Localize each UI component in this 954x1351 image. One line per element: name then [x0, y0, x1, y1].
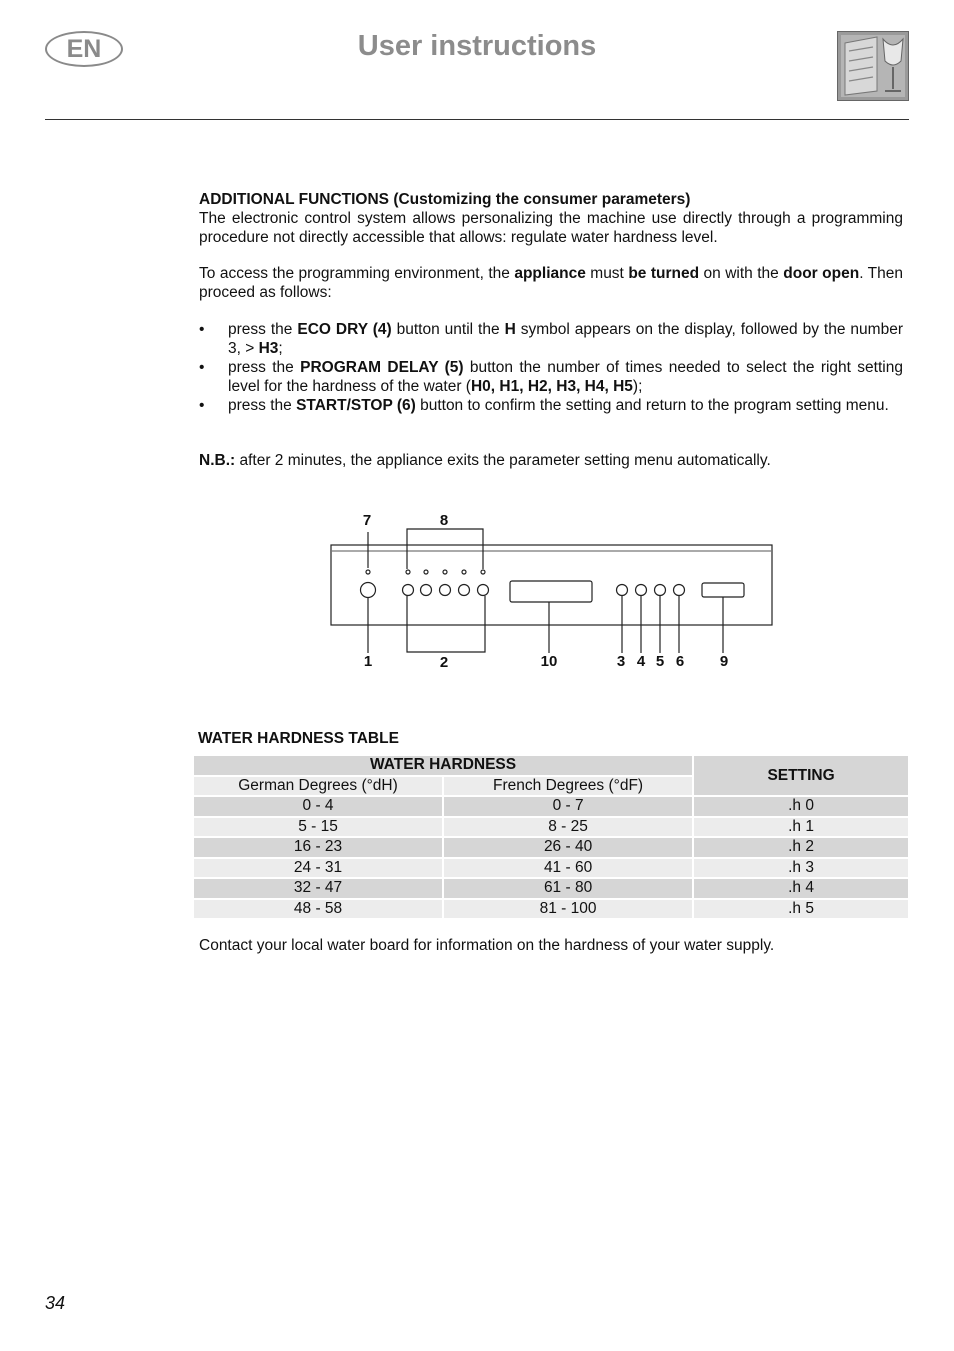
list-item: • press the ECO DRY (4) button until the H symbol appears on the display, followed by the number 3, > H3; [199, 320, 903, 358]
callout-1: 1 [363, 653, 373, 670]
callout-2: 2 [439, 654, 449, 671]
table-group-header: WATER HARDNESS [194, 756, 692, 775]
led-indicator [481, 570, 485, 574]
led-indicator [443, 570, 447, 574]
callout-4: 4 [636, 653, 646, 670]
procedure-steps [199, 320, 903, 415]
water-hardness-table [192, 754, 910, 920]
led-indicator [366, 570, 370, 574]
function-button [636, 585, 647, 596]
table-cell: 16 - 23 [194, 838, 442, 857]
table-cell: .h 4 [694, 879, 908, 898]
table-cell: 0 - 4 [194, 797, 442, 816]
callout-6: 6 [675, 653, 685, 670]
table-cell: .h 2 [694, 838, 908, 857]
german-column-header: German Degrees (°dH) [194, 777, 442, 796]
table-cell: 8 - 25 [444, 818, 692, 837]
table-cell: .h 0 [694, 797, 908, 816]
table-cell: .h 3 [694, 859, 908, 878]
program-button [459, 585, 470, 596]
table-cell: .h 5 [694, 900, 908, 919]
control-panel-diagram [325, 505, 780, 680]
function-button [655, 585, 666, 596]
table-row [194, 818, 908, 837]
callout-5: 5 [655, 653, 665, 670]
table-cell: .h 1 [694, 818, 908, 837]
program-button [421, 585, 432, 596]
section-heading: ADDITIONAL FUNCTIONS (Customizing the consumer parameters) [199, 191, 691, 208]
dishwasher-icon [837, 31, 909, 101]
table-cell: 24 - 31 [194, 859, 442, 878]
table-cell: 26 - 40 [444, 838, 692, 857]
function-button [617, 585, 628, 596]
setting-column-header: SETTING [694, 756, 908, 795]
callout-10: 10 [540, 653, 558, 670]
list-item: • press the PROGRAM DELAY (5) button the number of times needed to select the right setting level for the hardness of the water (H0, H1, H2, H3, H4, H5); [199, 358, 903, 396]
page-number: 34 [45, 1293, 66, 1313]
program-button [440, 585, 451, 596]
table-cell: 32 - 47 [194, 879, 442, 898]
display-window [510, 581, 592, 602]
table-row [194, 879, 908, 898]
page-title: User instructions [357, 30, 597, 62]
language-badge: EN [45, 31, 123, 67]
header-divider [45, 119, 909, 120]
program-button [478, 585, 489, 596]
table-cell: 61 - 80 [444, 879, 692, 898]
table-title: WATER HARDNESS TABLE [198, 730, 399, 747]
table-row [194, 838, 908, 857]
intro-paragraph: The electronic control system allows personalizing the machine use directly through a programming procedure not directly accessible that allows: regulate water hardness level. [199, 210, 903, 246]
callout-8: 8 [439, 512, 449, 529]
table-row [194, 797, 908, 816]
led-indicator [462, 570, 466, 574]
program-button [403, 585, 414, 596]
table-cell: 5 - 15 [194, 818, 442, 837]
panel-outline [331, 545, 772, 625]
nb-note: N.B.: after 2 minutes, the appliance exits the parameter setting menu automatically. [199, 452, 771, 469]
table-row [194, 900, 908, 919]
callout-7: 7 [362, 512, 372, 529]
footer-note: Contact your local water board for information on the hardness of your water supply. [199, 937, 775, 954]
led-indicator [406, 570, 410, 574]
callout-3: 3 [616, 653, 626, 670]
table-cell: 81 - 100 [444, 900, 692, 919]
led-indicator [424, 570, 428, 574]
table-cell: 41 - 60 [444, 859, 692, 878]
function-button [674, 585, 685, 596]
access-paragraph: To access the programming environment, the appliance must be turned on with the door open. Then proceed as follows: [199, 265, 903, 301]
table-cell: 0 - 7 [444, 797, 692, 816]
list-item: • press the START/STOP (6) button to confirm the setting and return to the program setting menu. [199, 396, 903, 415]
french-column-header: French Degrees (°dF) [444, 777, 692, 796]
on-off-button [361, 583, 376, 598]
table-cell: 48 - 58 [194, 900, 442, 919]
table-row [194, 859, 908, 878]
door-handle [702, 583, 744, 597]
callout-9: 9 [719, 653, 729, 670]
